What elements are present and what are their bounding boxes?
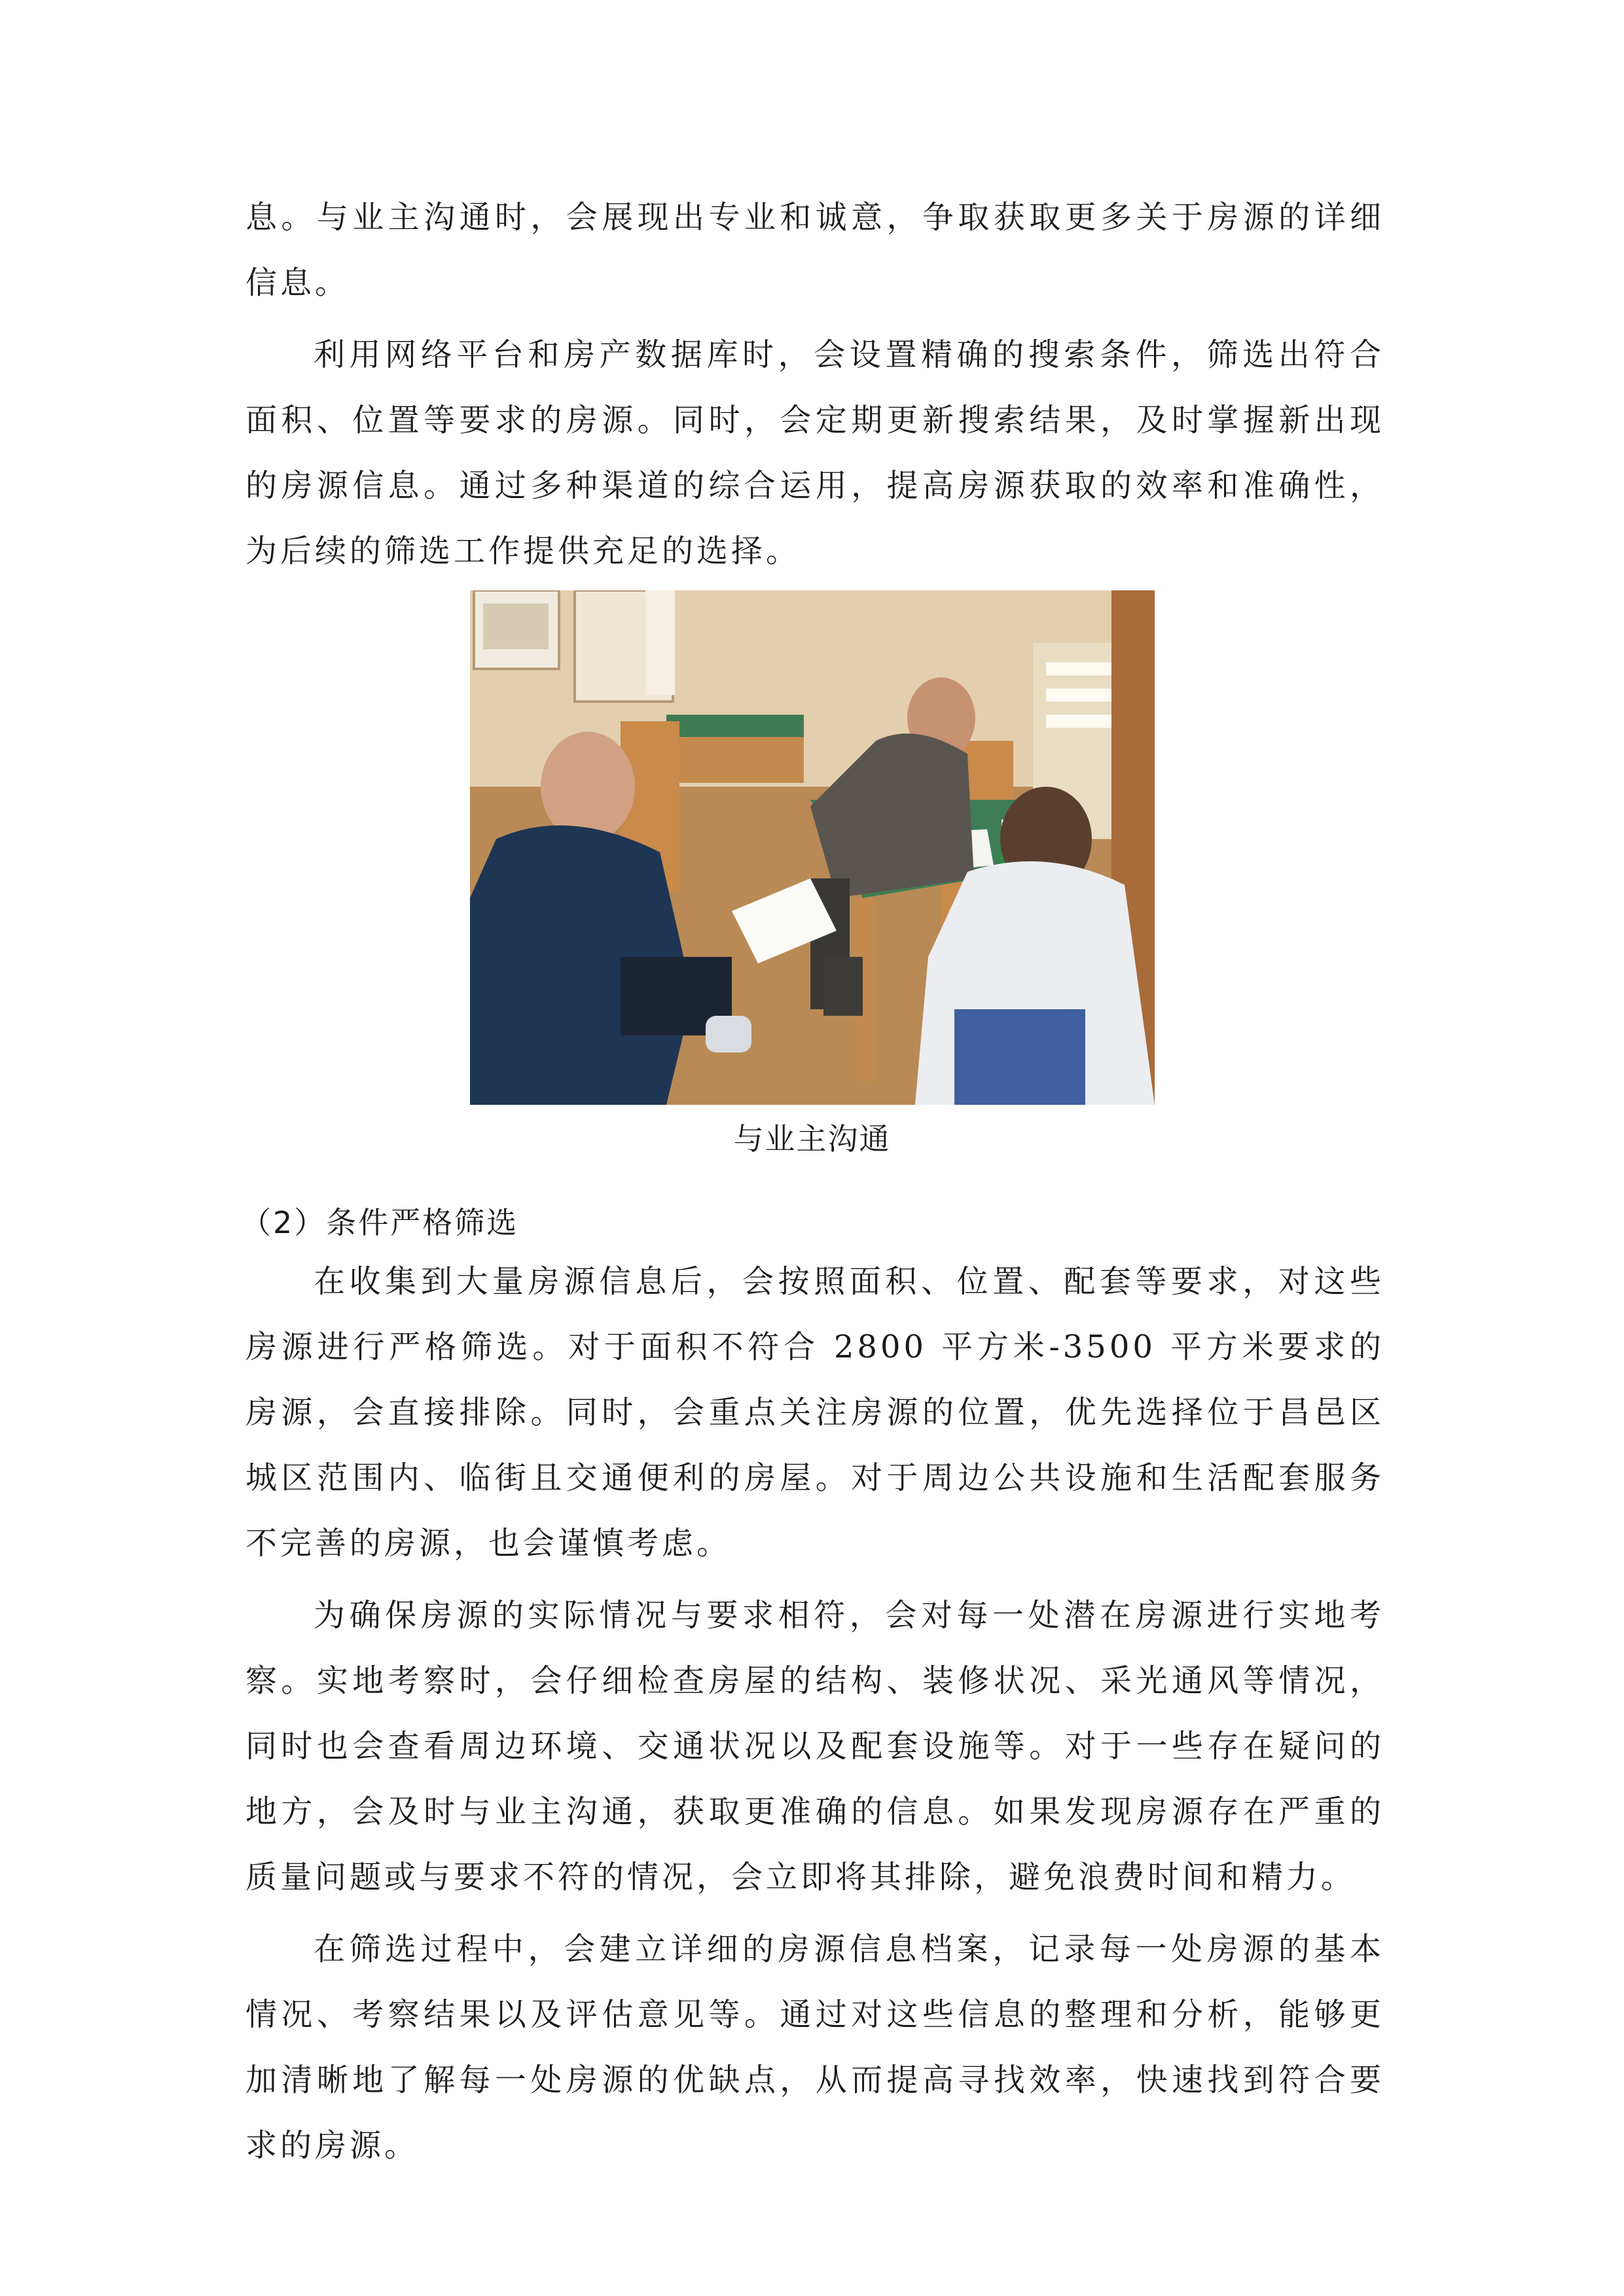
paragraph-1: 息。与业主沟通时，会展现出专业和诚意，争取获取更多关于房源的详细信息。: [245, 199, 1384, 301]
figure-photo: [470, 590, 1155, 1105]
photo-illustration: [470, 590, 1155, 1105]
section-heading: （2）条件严格筛选: [241, 1205, 519, 1240]
paragraph-5: 在筛选过程中，会建立详细的房源信息档案，记录每一处房源的基本情况、考察结果以及评估意见等。通过对这些信息的整理和分析，能够更加清晰地了解每一处房源的优缺点，从而提高寻找效率，快速找到符合要求的房源。: [245, 1931, 1384, 2164]
figure-caption: 与业主沟通: [733, 1121, 891, 1157]
paragraph-3: 在收集到大量房源信息后，会按照面积、位置、配套等要求，对这些房源进行严格筛选。对于面积不符合 2800 平方米-3500 平方米要求的房源，会直接排除。同时，会重点关注房源的位置，优先选择位于昌邑区城区范围内、临街且交通便利的房屋。对于周边公共设施和生活配套服务不完善的房源，也会谨慎考虑。: [245, 1263, 1384, 1562]
paragraph-2: 利用网络平台和房产数据库时，会设置精确的搜索条件，筛选出符合面积、位置等要求的房源。同时，会定期更新搜索结果，及时掌握新出现的房源信息。通过多种渠道的综合运用，提高房源获取的效率和准确性，为后续的筛选工作提供充足的选择。: [245, 336, 1384, 569]
paragraph-4: 为确保房源的实际情况与要求相符，会对每一处潜在房源进行实地考察。实地考察时，会仔细检查房屋的结构、装修状况、采光通风等情况，同时也会查看周边环境、交通状况以及配套设施等。对于一些存在疑问的地方，会及时与业主沟通，获取更准确的信息。如果发现房源存在严重的质量问题或与要求不符的情况，会立即将其排除，避免浪费时间和精力。: [245, 1597, 1384, 1895]
